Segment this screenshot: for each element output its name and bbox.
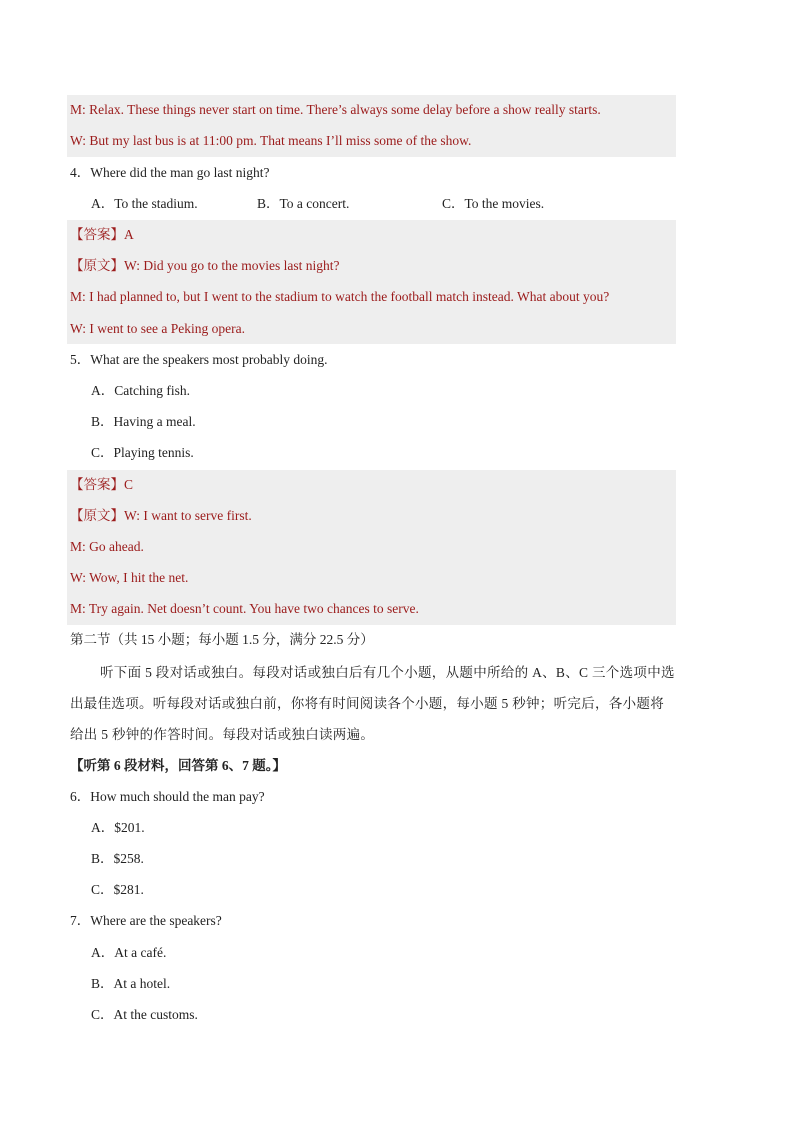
option-a: A．Catching fish. xyxy=(91,383,190,398)
material-note: 【听第 6 段材料，回答第 6、7 题。】 xyxy=(70,758,286,773)
transcript-label: 【原文】 xyxy=(70,508,124,523)
section-heading: 第二节（共 15 小题；每小题 1.5 分，满分 22.5 分） xyxy=(70,632,374,647)
option-a: A．To the stadium. xyxy=(91,196,198,211)
option-c: C．To the movies. xyxy=(442,196,545,211)
transcript-line: M: I had planned to, but I went to the stadium to watch the football match instead. What about you? xyxy=(70,289,610,304)
option-a: A．At a café. xyxy=(91,945,167,960)
answer-4: 【答案】A xyxy=(70,227,134,242)
option-c: C．Playing tennis. xyxy=(91,445,194,460)
question-7: 7．Where are the speakers? xyxy=(70,913,222,928)
question-4: 4．Where did the man go last night? xyxy=(70,165,270,180)
option-c: C．$281. xyxy=(91,882,144,897)
transcript-text: W: Did you go to the movies last night? xyxy=(124,258,340,273)
transcript-text: W: I want to serve first. xyxy=(124,508,252,523)
option-b: B．To a concert. xyxy=(257,196,350,211)
dialogue-line: M: Relax. These things never start on time. There’s always some delay before a show really starts. xyxy=(70,102,601,117)
transcript-label: 【原文】 xyxy=(70,258,124,273)
question-4-options xyxy=(91,194,544,214)
option-b: B．$258. xyxy=(91,851,144,866)
question-6: 6．How much should the man pay? xyxy=(70,789,265,804)
transcript-line: M: Go ahead. xyxy=(70,539,144,554)
answer-5: 【答案】C xyxy=(70,477,134,492)
transcript-line xyxy=(70,506,252,526)
option-b: B．Having a meal. xyxy=(91,414,196,429)
dialogue-line: W: But my last bus is at 11:00 pm. That means I’ll miss some of the show. xyxy=(70,133,472,148)
transcript-line: W: I went to see a Peking opera. xyxy=(70,321,245,336)
option-a: A．$201. xyxy=(91,820,145,835)
question-5: 5．What are the speakers most probably doing. xyxy=(70,352,328,367)
transcript-line xyxy=(70,256,339,276)
option-c: C．At the customs. xyxy=(91,1007,198,1022)
transcript-line: M: Try again. Net doesn’t count. You have two chances to serve. xyxy=(70,601,419,616)
transcript-line: W: Wow, I hit the net. xyxy=(70,570,189,585)
section-instructions: 听下面 5 段对话或独白。每段对话或独白后有几个小题，从题中所给的 A、B、C 三个选项中选出最佳选项。听每段对话或独白前，你将有时间阅读各个小题，每小题 5 秒钟；听完后，各小题将给出 5 秒钟的作答时间。每段对话或独白读两遍。 xyxy=(70,665,675,742)
option-b: B．At a hotel. xyxy=(91,976,171,991)
